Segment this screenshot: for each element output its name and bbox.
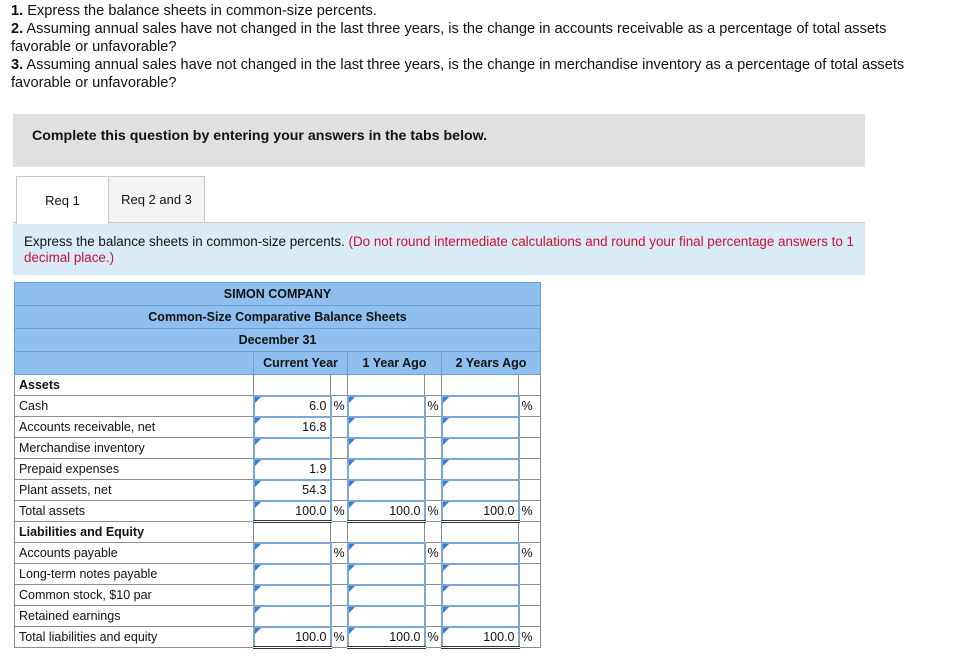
empty-cell	[348, 522, 425, 543]
table-row	[15, 501, 541, 522]
empty-cell	[425, 522, 442, 543]
empty-cell	[519, 480, 541, 501]
table-row	[15, 480, 541, 501]
row-label: Assets	[15, 375, 254, 396]
percent-input[interactable]	[348, 417, 425, 438]
percent-sign: %	[331, 501, 348, 522]
row-label: Retained earnings	[15, 606, 254, 627]
percent-input[interactable]: 6.0	[254, 396, 331, 417]
empty-cell	[425, 417, 442, 438]
percent-sign: %	[425, 396, 442, 417]
empty-cell	[254, 522, 331, 543]
empty-cell	[425, 585, 442, 606]
common-size-balance-sheet	[14, 282, 541, 649]
row-label: Common stock, $10 par	[15, 585, 254, 606]
percent-input[interactable]	[348, 543, 425, 564]
percent-input[interactable]	[348, 606, 425, 627]
empty-cell	[425, 459, 442, 480]
row-label: Total assets	[15, 501, 254, 522]
percent-input[interactable]	[442, 396, 519, 417]
percent-input[interactable]: 100.0	[442, 627, 519, 648]
percent-input[interactable]	[442, 585, 519, 606]
percent-input[interactable]	[348, 396, 425, 417]
empty-cell	[331, 459, 348, 480]
row-label: Cash	[15, 396, 254, 417]
table-row	[15, 459, 541, 480]
question-list	[11, 2, 941, 92]
percent-input[interactable]: 100.0	[442, 501, 519, 522]
table-row	[15, 417, 541, 438]
table-row	[15, 585, 541, 606]
percent-input[interactable]	[442, 459, 519, 480]
empty-cell	[331, 417, 348, 438]
statement-date: December 31	[15, 329, 541, 352]
column-current-year: Current Year	[254, 352, 348, 375]
percent-input[interactable]	[442, 480, 519, 501]
empty-cell	[519, 606, 541, 627]
empty-cell	[331, 438, 348, 459]
instruction-text: Express the balance sheets in common-size percents.	[24, 234, 349, 249]
percent-input[interactable]	[442, 606, 519, 627]
rounding-note: (Do not round intermediate calculations and round your final percentage answers to 1 decimal place.)	[24, 234, 854, 265]
table-row	[15, 396, 541, 417]
section-header-row	[15, 522, 541, 543]
empty-cell	[519, 522, 541, 543]
empty-cell	[425, 375, 442, 396]
empty-cell	[331, 375, 348, 396]
percent-input[interactable]: 100.0	[348, 627, 425, 648]
label-column-header	[15, 352, 254, 375]
percent-sign: %	[519, 627, 541, 648]
empty-cell	[519, 375, 541, 396]
company-name: SIMON COMPANY	[15, 283, 541, 306]
empty-cell	[519, 459, 541, 480]
column-2-years-ago: 2 Years Ago	[442, 352, 541, 375]
empty-cell	[519, 417, 541, 438]
question-3: 3. Assuming annual sales have not changed in the last three years, is the change in merchandise inventory as a percentage of total assets favorable or unfavorable?	[11, 57, 905, 91]
percent-input[interactable]	[442, 438, 519, 459]
empty-cell	[442, 375, 519, 396]
percent-sign: %	[519, 501, 541, 522]
percent-input[interactable]	[254, 606, 331, 627]
percent-sign: %	[425, 501, 442, 522]
percent-input[interactable]	[348, 585, 425, 606]
row-label: Accounts receivable, net	[15, 417, 254, 438]
percent-input[interactable]	[348, 459, 425, 480]
row-label: Prepaid expenses	[15, 459, 254, 480]
tab-req-2-and-3[interactable]: Req 2 and 3	[109, 176, 205, 223]
question-1: 1. Express the balance sheets in common-size percents.	[11, 3, 377, 19]
percent-sign: %	[331, 543, 348, 564]
empty-cell	[331, 564, 348, 585]
row-label: Plant assets, net	[15, 480, 254, 501]
question-2: 2. Assuming annual sales have not changed in the last three years, is the change in accounts receivable as a percentage of total assets favorable or unfavorable?	[11, 21, 887, 55]
percent-sign: %	[331, 627, 348, 648]
empty-cell	[425, 480, 442, 501]
empty-cell	[348, 375, 425, 396]
percent-input[interactable]: 54.3	[254, 480, 331, 501]
percent-input[interactable]: 1.9	[254, 459, 331, 480]
empty-cell	[442, 522, 519, 543]
requirement-instruction	[13, 222, 865, 275]
percent-input[interactable]	[348, 480, 425, 501]
percent-input[interactable]	[254, 438, 331, 459]
percent-sign: %	[425, 627, 442, 648]
empty-cell	[425, 438, 442, 459]
percent-sign: %	[331, 396, 348, 417]
empty-cell	[331, 480, 348, 501]
percent-input[interactable]	[254, 543, 331, 564]
empty-cell	[519, 585, 541, 606]
empty-cell	[425, 606, 442, 627]
percent-input[interactable]	[254, 585, 331, 606]
percent-input[interactable]: 100.0	[348, 501, 425, 522]
instructions-banner: Complete this question by entering your answers in the tabs below.	[13, 114, 865, 167]
percent-sign: %	[519, 396, 541, 417]
empty-cell	[425, 564, 442, 585]
percent-input[interactable]: 100.0	[254, 627, 331, 648]
empty-cell	[331, 585, 348, 606]
percent-input[interactable]: 100.0	[254, 501, 331, 522]
table-row	[15, 543, 541, 564]
percent-input[interactable]	[442, 543, 519, 564]
row-label: Accounts payable	[15, 543, 254, 564]
empty-cell	[254, 375, 331, 396]
percent-input[interactable]	[442, 564, 519, 585]
percent-input[interactable]: 16.8	[254, 417, 331, 438]
empty-cell	[519, 564, 541, 585]
percent-input[interactable]	[254, 564, 331, 585]
percent-sign: %	[425, 543, 442, 564]
row-label: Merchandise inventory	[15, 438, 254, 459]
percent-input[interactable]	[348, 438, 425, 459]
table-row	[15, 627, 541, 648]
section-header-row	[15, 375, 541, 396]
row-label: Total liabilities and equity	[15, 627, 254, 648]
statement-title: Common-Size Comparative Balance Sheets	[15, 306, 541, 329]
table-row	[15, 606, 541, 627]
table-row	[15, 438, 541, 459]
tab-req-1[interactable]: Req 1	[16, 176, 109, 224]
empty-cell	[331, 606, 348, 627]
percent-input[interactable]	[442, 417, 519, 438]
percent-input[interactable]	[348, 564, 425, 585]
percent-sign: %	[519, 543, 541, 564]
row-label: Liabilities and Equity	[15, 522, 254, 543]
row-label: Long-term notes payable	[15, 564, 254, 585]
empty-cell	[331, 522, 348, 543]
empty-cell	[519, 438, 541, 459]
table-row	[15, 564, 541, 585]
column-1-year-ago: 1 Year Ago	[348, 352, 442, 375]
